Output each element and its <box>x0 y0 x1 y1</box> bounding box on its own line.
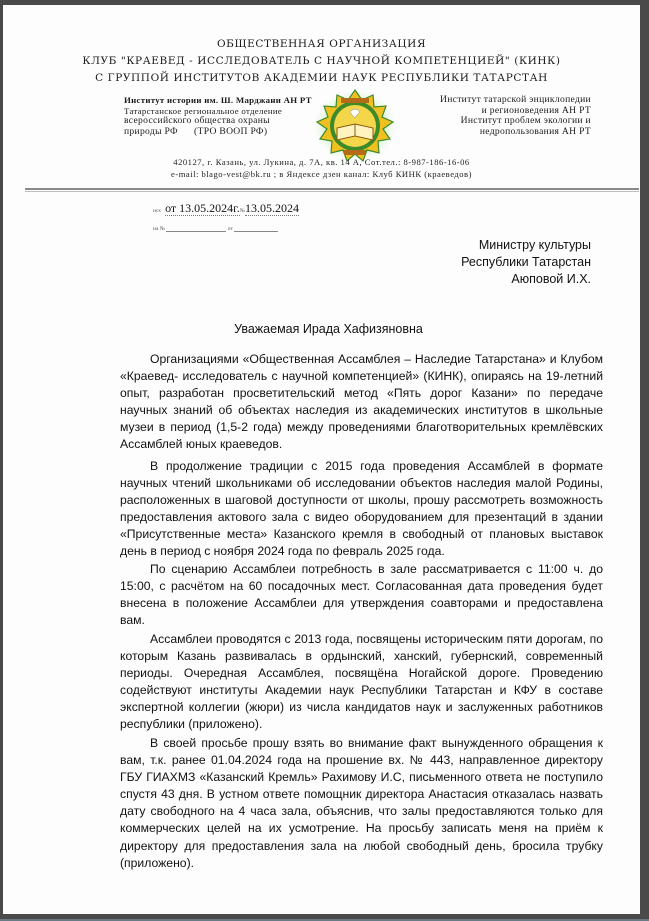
outgoing-label: исх <box>153 208 162 214</box>
document-page <box>3 5 640 914</box>
incoming-number-blank <box>166 225 226 232</box>
address-line: 420127, г. Казань, ул. Лукина, д. 7А, кв. 14 А, Сот.тел.: 8-987-186-16-06 <box>173 157 470 167</box>
number-label: № <box>239 208 245 214</box>
incoming-reference <box>153 225 278 232</box>
body-paragraph: В своей просьбе прошу взять во внимание факт вынужденного обращения к вам, т.к. ранее 01.04.2024 года на прошение вх. № 443, направленное директору ГБУ ГИАХМЗ «Казанский Кремль» Рахимову И.С, письменного ответа не поступило спустя 43 дня. В устном ответе помощник директора Анастасия отказалась назвать дату свободного на 4 часа зала, объяснив, что залы предоставляются только для коммерческих целей на их усмотрение. На просьбу записать меня на приём к директору для предоставления зала на любой свободный день, бросила трубку (приложено). <box>120 736 603 870</box>
left-institute-line: природы РФ (ТРО ВООП РФ) <box>124 125 268 137</box>
outgoing-number: 13.05.2024 <box>244 201 299 215</box>
body-paragraph: Ассамблеи проводятся с 2013 года, посвящены историческим пяти дорогам, по которым Казань развивалась в ордынский, ханский, губернский, современный периоды. Очередная Ассамблея, посвящёна Ногайской дороге. Проведению содействуют институты Академии наук Республики Татарстан и КФУ в составе экспертной коллегии (жюри) из числа кандидатов наук и заслуженных работников республики (приложено). <box>120 632 603 732</box>
left-institutes <box>124 95 339 137</box>
header-divider-thin <box>25 191 639 192</box>
right-institute-line: недропользования АН РТ <box>479 125 591 137</box>
right-institute-line: и регионоведения АН РТ <box>481 104 591 116</box>
club-name-heading: КЛУБ "КРАЕВЕД - ИССЛЕДОВАТЕЛЬ С НАУЧНОЙ КОМПЕТЕНЦИЕЙ" (КИНК) <box>82 55 561 67</box>
incoming-label: на № <box>153 226 166 232</box>
addressee-line: Республики Татарстан <box>461 255 591 269</box>
right-institutes <box>401 95 591 137</box>
org-type-heading: ОБЩЕСТВЕННАЯ ОРГАНИЗАЦИЯ <box>216 38 427 50</box>
date-prefix: от <box>165 201 177 215</box>
left-institute-line: Институт истории им. Ш. Марджани АН РТ <box>124 95 312 105</box>
left-institute-line: Татарстанское региональное отделение <box>124 105 283 116</box>
club-emblem-icon <box>310 88 400 165</box>
outgoing-date <box>165 201 240 216</box>
body-paragraph: Организациями «Общественная Ассамблея – Наследие Татарстана» и Клубом «Краевед- исследователь с научной компетенцией» (КИНК), опираясь на 19-летний опыт, разработан просветительский метод «Пять дорог Казани» по передаче научных знаний об объектах наследия из академических институтов в школьные музеи в период (1,5-2 года) между проведениями благотворительных кремлёвских Ассамблей юных краеведов. <box>120 352 603 452</box>
salutation: Уважаемая Ирада Хафизяновна <box>234 322 423 336</box>
body-paragraph: По сценарию Ассамблеи потребность в зале рассматривается с 11:00 ч. до 15:00, с расчётом на 60 посадочных мест. Согласованная дата проведения будет внесена в положение Ассамблеи для утверждения соавторами и предоставлена вам. <box>120 562 603 628</box>
addressee-line: Аюповой И.Х. <box>511 272 591 286</box>
date-value: 13.05.2024г. <box>179 201 240 215</box>
group-heading: С ГРУППОЙ ИНСТИТУТОВ АКАДЕМИИ НАУК РЕСПУБЛИКИ ТАТАРСТАН <box>95 72 548 84</box>
addressee-line: Министру культуры <box>478 238 591 252</box>
addressee-block <box>461 237 591 288</box>
left-institute-line: всероссийского общества охраны <box>124 115 270 127</box>
right-institute-line: Институт татарской энциклопедии <box>439 94 591 105</box>
incoming-from-label: от <box>227 226 233 232</box>
incoming-date-blank <box>234 225 278 232</box>
outgoing-reference <box>153 199 299 217</box>
email-line: e-mail: blago-vest@bk.ru ; в Яндексе дзен канал: Клуб КИНК (краеведов) <box>171 169 472 179</box>
right-institute-line: Институт проблем экологии и <box>460 115 591 127</box>
body-paragraph: В продолжение традиции с 2015 года проведения Ассамблей в формате научных чтений школьниками об исследовании объектов наследия малой Родины, расположенных в шаговой доступности от школы, прошу рассмотреть возможность предоставления актового зала с видео оборудованием для презентаций в здании «Присутственные места» Казанского кремля в свободный от плановых выставок день в период с ноября 2024 года по февраль 2025 года. <box>120 459 603 559</box>
header-divider <box>25 188 639 190</box>
